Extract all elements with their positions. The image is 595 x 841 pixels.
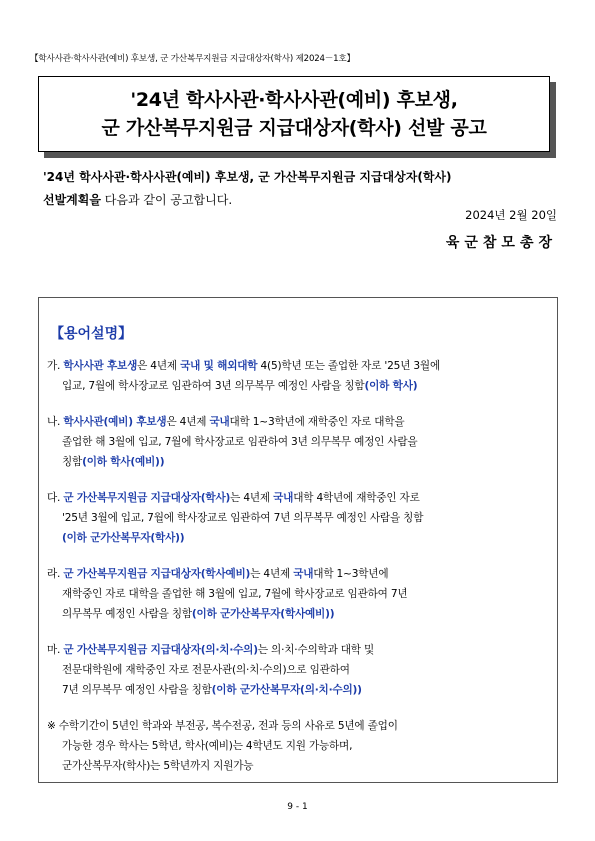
intro-line-2-rest: 다음과 같이 공고합니다. bbox=[100, 193, 233, 207]
title-line-1: '24년 학사사관·학사사관(예비) 후보생, bbox=[130, 89, 458, 111]
term-line: 의무복무 예정인 사람을 칭함(이하 군가산복무자(학사예비)) bbox=[62, 608, 335, 620]
term-line: 7년 의무복무 예정인 사람을 칭함(이하 군가산복무자(의·치·수의)) bbox=[62, 684, 362, 696]
term-line: (이하 군가산복무자(학사)) bbox=[62, 532, 185, 544]
page-number: 9 - 1 bbox=[287, 802, 308, 812]
term-item-da bbox=[47, 488, 555, 548]
term-line: 라. 군 가산복무지원금 지급대상자(학사예비)는 4년제 국내대학 1~3학년에 bbox=[47, 568, 389, 580]
term-line: 마. 군 가산복무지원금 지급대상자(의·치·수의)는 의·치·수의학과 대학 및 bbox=[47, 644, 375, 656]
signer-title: 육군참모총장 bbox=[445, 235, 557, 251]
intro-line-1: '24년 학사사관·학사사관(예비) 후보생, 군 가산복무지원금 지급대상자(학사) bbox=[43, 170, 452, 184]
term-note bbox=[47, 716, 555, 776]
term-line: ※ 수학기간이 5년인 학과와 부전공, 복수전공, 전과 등의 사유로 5년에 졸업이 bbox=[47, 720, 398, 732]
document-number-label: 【학사사관·학사사관(예비) 후보생, 군 가산복무지원금 지급대상자(학사) 제2024－1호】 bbox=[30, 54, 355, 64]
term-line: 재학중인 자로 대학을 졸업한 해 3월에 입교, 7월에 학사장교로 임관하여 7년 bbox=[62, 588, 408, 600]
term-line: 군가산복무자(학사)는 5학년까지 지원가능 bbox=[62, 760, 254, 772]
term-item-na bbox=[47, 412, 555, 472]
terms-box bbox=[38, 297, 558, 783]
term-line: 칭함(이하 학사(예비)) bbox=[62, 456, 165, 468]
title-box bbox=[38, 76, 550, 152]
term-line: 나. 학사사관(예비) 후보생은 4년제 국내대학 1~3학년에 재학중인 자로 대학을 bbox=[47, 416, 405, 428]
intro-line-2-bold: 선발계획을 bbox=[43, 193, 101, 207]
term-line: '25년 3월에 입교, 7월에 학사장교로 임관하여 7년 의무복무 예정인 사람을 칭함 bbox=[62, 512, 424, 524]
term-item-ma bbox=[47, 640, 555, 700]
term-line: 가. 학사사관 후보생은 4년제 국내 및 해외대학 4(5)학년 또는 졸업한 자로 '25년 3월에 bbox=[47, 360, 440, 372]
title-line-2: 군 가산복무지원금 지급대상자(학사) 선발 공고 bbox=[101, 117, 487, 139]
term-line: 다. 군 가산복무지원금 지급대상자(학사)는 4년제 국내대학 4학년에 재학중인 자로 bbox=[47, 492, 420, 504]
term-item-ga bbox=[47, 356, 555, 396]
term-line: 가능한 경우 학사는 5학년, 학사(예비)는 4학년도 지원 가능하며, bbox=[62, 740, 353, 752]
term-line: 입교, 7월에 학사장교로 임관하여 3년 의무복무 예정인 사람을 칭함(이하 학사) bbox=[62, 380, 418, 392]
term-line: 졸업한 해 3월에 입교, 7월에 학사장교로 임관하여 3년 의무복무 예정인 사람을 bbox=[62, 436, 418, 448]
term-item-ra bbox=[47, 564, 555, 624]
terms-list bbox=[47, 356, 555, 792]
term-line: 전문대학원에 재학중인 자로 전문사관(의·치·수의)으로 임관하여 bbox=[62, 664, 350, 676]
intro-paragraph bbox=[43, 166, 558, 212]
terms-heading: 【용어설명】 bbox=[50, 326, 133, 342]
announcement-date: 2024년 2월 20일 bbox=[465, 208, 557, 222]
